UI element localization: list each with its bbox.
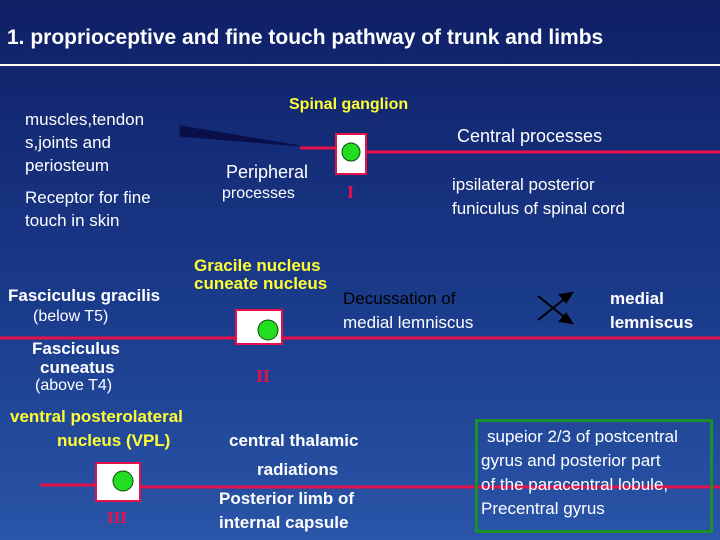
above-t4-label: (above T4) [35,377,113,394]
spinal-ganglion-label: Spinal ganglion [289,96,409,113]
peripheral-process-label-line1: Peripheral [226,162,309,182]
neuron-body-3 [113,471,133,491]
destination-label-line1: ipsilateral posterior [452,175,595,194]
thalamic-radiation-label-line2: radiations [257,460,339,479]
neuron-body-1 [342,143,360,161]
neuron-numeral-3: III [107,508,127,527]
receptor-muscles-line2: s,joints and [25,133,111,152]
receptor-wedge [180,126,300,146]
peripheral-process-label-line2: processes [222,185,295,202]
cortex-label-line3: of the paracentral lobule, [481,475,669,494]
fasciculus-cuneatus-label-line2: cuneatus [40,358,115,377]
receptor-muscles-line1: muscles,tendon [25,110,145,129]
receptor-muscles-line3: periosteum [25,156,110,175]
slide-title: 1. proprioceptive and fine touch pathway of trunk and limbs [7,26,604,49]
vpl-label-line2: nucleus (VPL) [57,431,171,450]
decussation-label-line1: Decussation of [343,289,456,308]
decussation-label-line2: medial lemniscus [343,313,474,332]
vpl-label-line1: ventral posterolateral [10,407,183,426]
neuron-numeral-1: I [347,182,355,202]
internal-capsule-label-line1: Posterior limb of [219,489,355,508]
thalamic-radiation-label-line1: central thalamic [229,431,359,450]
medial-lemniscus-label-line1: medial [610,289,664,308]
internal-capsule-label-line2: internal capsule [219,513,349,532]
decussation-cross-icon [538,293,572,323]
cuneate-nucleus-label: cuneate nucleus [194,274,328,293]
central-process-label: Central processes [457,126,603,146]
receptor-skin-line2: touch in skin [25,211,120,230]
receptor-skin-line1: Receptor for fine [25,188,151,207]
neuron-body-2 [258,320,278,340]
fasciculus-cuneatus-label-line1: Fasciculus [32,339,120,358]
cortex-label-line2: gyrus and posterior part [481,451,661,470]
cortex-label-line4: Precentral gyrus [481,499,605,518]
below-t5-label: (below T5) [33,308,109,325]
cortex-label-line1: supeior 2/3 of postcentral [487,427,678,446]
neuron-numeral-2: II [256,366,271,386]
medial-lemniscus-label-line2: lemniscus [610,313,694,332]
fasciculus-gracilis-label: Fasciculus gracilis [8,286,161,305]
gracile-nucleus-label: Gracile nucleus [194,256,321,275]
destination-label-line2: funiculus of spinal cord [452,199,625,218]
